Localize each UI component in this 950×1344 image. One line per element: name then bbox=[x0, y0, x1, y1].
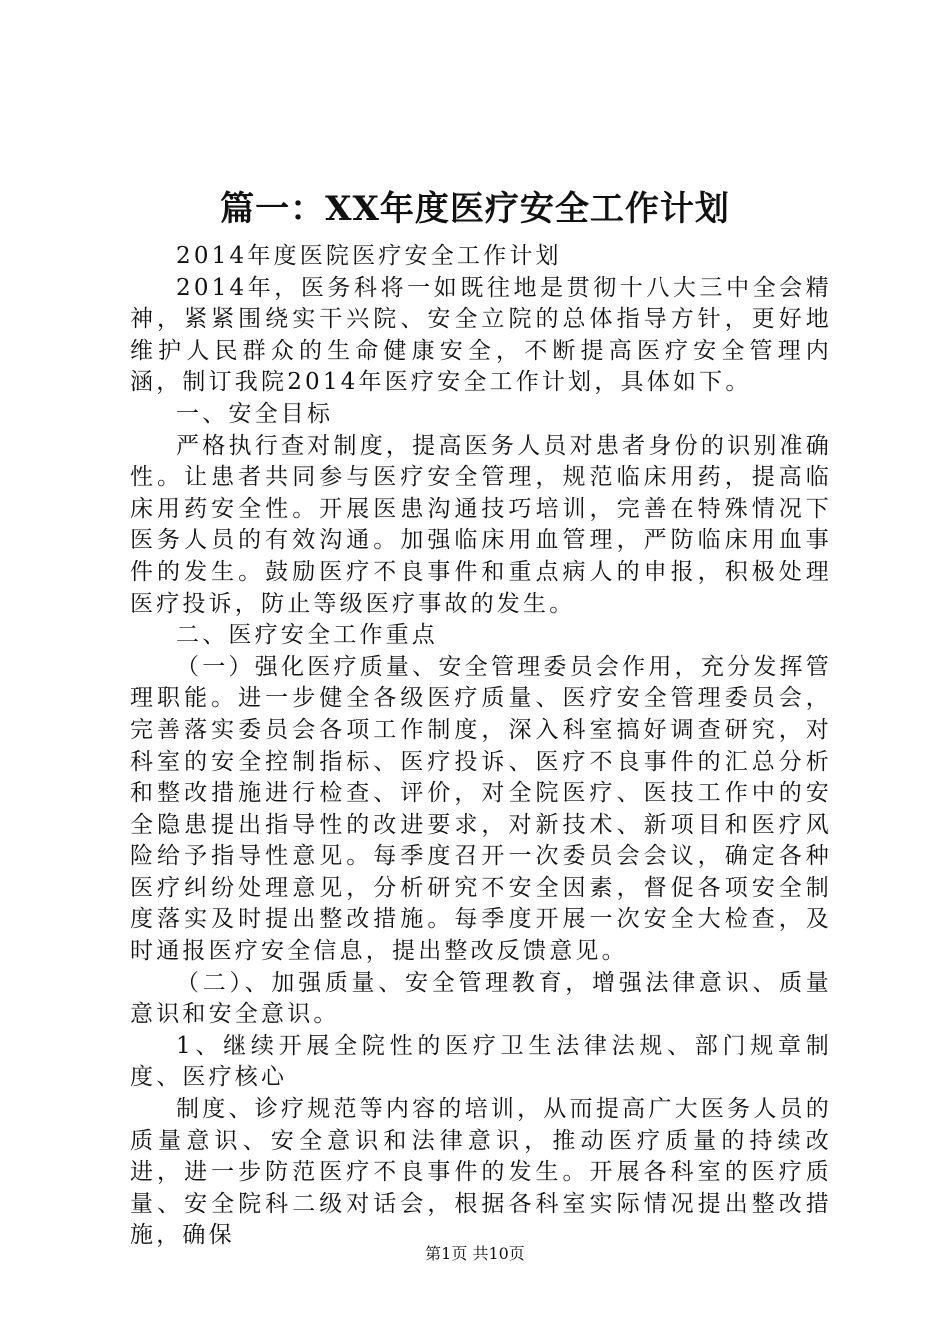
section-heading-safety-goals: 一、安全目标 bbox=[176, 400, 334, 427]
page-number-footer: 第1页 共10页 bbox=[425, 1244, 525, 1263]
document-body bbox=[130, 241, 832, 1252]
training-continuation-paragraph: 制度、诊疗规范等内容的培训，从而提高广大医务人员的质量意识、安全意识和法律意识，推动医疗质量的持续改进，进一步防范医疗不良事件的发生。开展各科室的医疗质量、安全院科二级对话会，根据各科室实际情况提出整改措施，确保 bbox=[130, 1096, 832, 1249]
document-title: 篇一：XX年度医疗安全工作计划 bbox=[220, 189, 730, 229]
section-heading-work-focus: 二、医疗安全工作重点 bbox=[176, 622, 438, 649]
training-item-paragraph: 1、继续开展全院性的医疗卫生法律法规、部门规章制度、医疗核心 bbox=[130, 1032, 832, 1091]
intro-paragraph: 2014年，医务科将一如既往地是贯彻十八大三中全会精神，紧紧围绕实干兴院、安全立院的总体指导方针，更好地维护人民群众的生命健康安全，不断提高医疗安全管理内涵，制订我院2014年医疗安全工作计划，具体如下。 bbox=[130, 274, 832, 396]
work-focus-item-1-paragraph: （一）强化医疗质量、安全管理委员会作用，充分发挥管理职能。进一步健全各级医疗质量、医疗安全管理委员会，完善落实委员会各项工作制度，深入科室搞好调查研究，对科室的安全控制指标、医疗投诉、医疗不良事件的汇总分析和整改措施进行检查、评价，对全院医疗、医技工作中的安全隐患提出指导性的改进要求，对新技术、新项目和医疗风险给予指导性意见。每季度召开一次委员会会议，确定各种医疗纠纷处理意见，分析研究不安全因素，督促各项安全制度落实及时提出整改措施。每季度开展一次安全大检查，及时通报医疗安全信息，提出整改反馈意见。 bbox=[130, 653, 832, 965]
subtitle-paragraph: 2014年度医院医疗安全工作计划 bbox=[176, 243, 562, 269]
work-focus-item-2-paragraph: （二）、加强质量、安全管理教育，增强法律意识、质量意识和安全意识。 bbox=[130, 969, 832, 1028]
safety-goals-paragraph: 严格执行查对制度，提高医务人员对患者身份的识别准确性。让患者共同参与医疗安全管理，规范临床用药，提高临床用药安全性。开展医患沟通技巧培训，完善在特殊情况下医务人员的有效沟通。加强临床用血管理，严防临床用血事件的发生。鼓励医疗不良事件和重点病人的申报，积极处理医疗投诉，防止等级医疗事故的发生。 bbox=[130, 432, 832, 617]
